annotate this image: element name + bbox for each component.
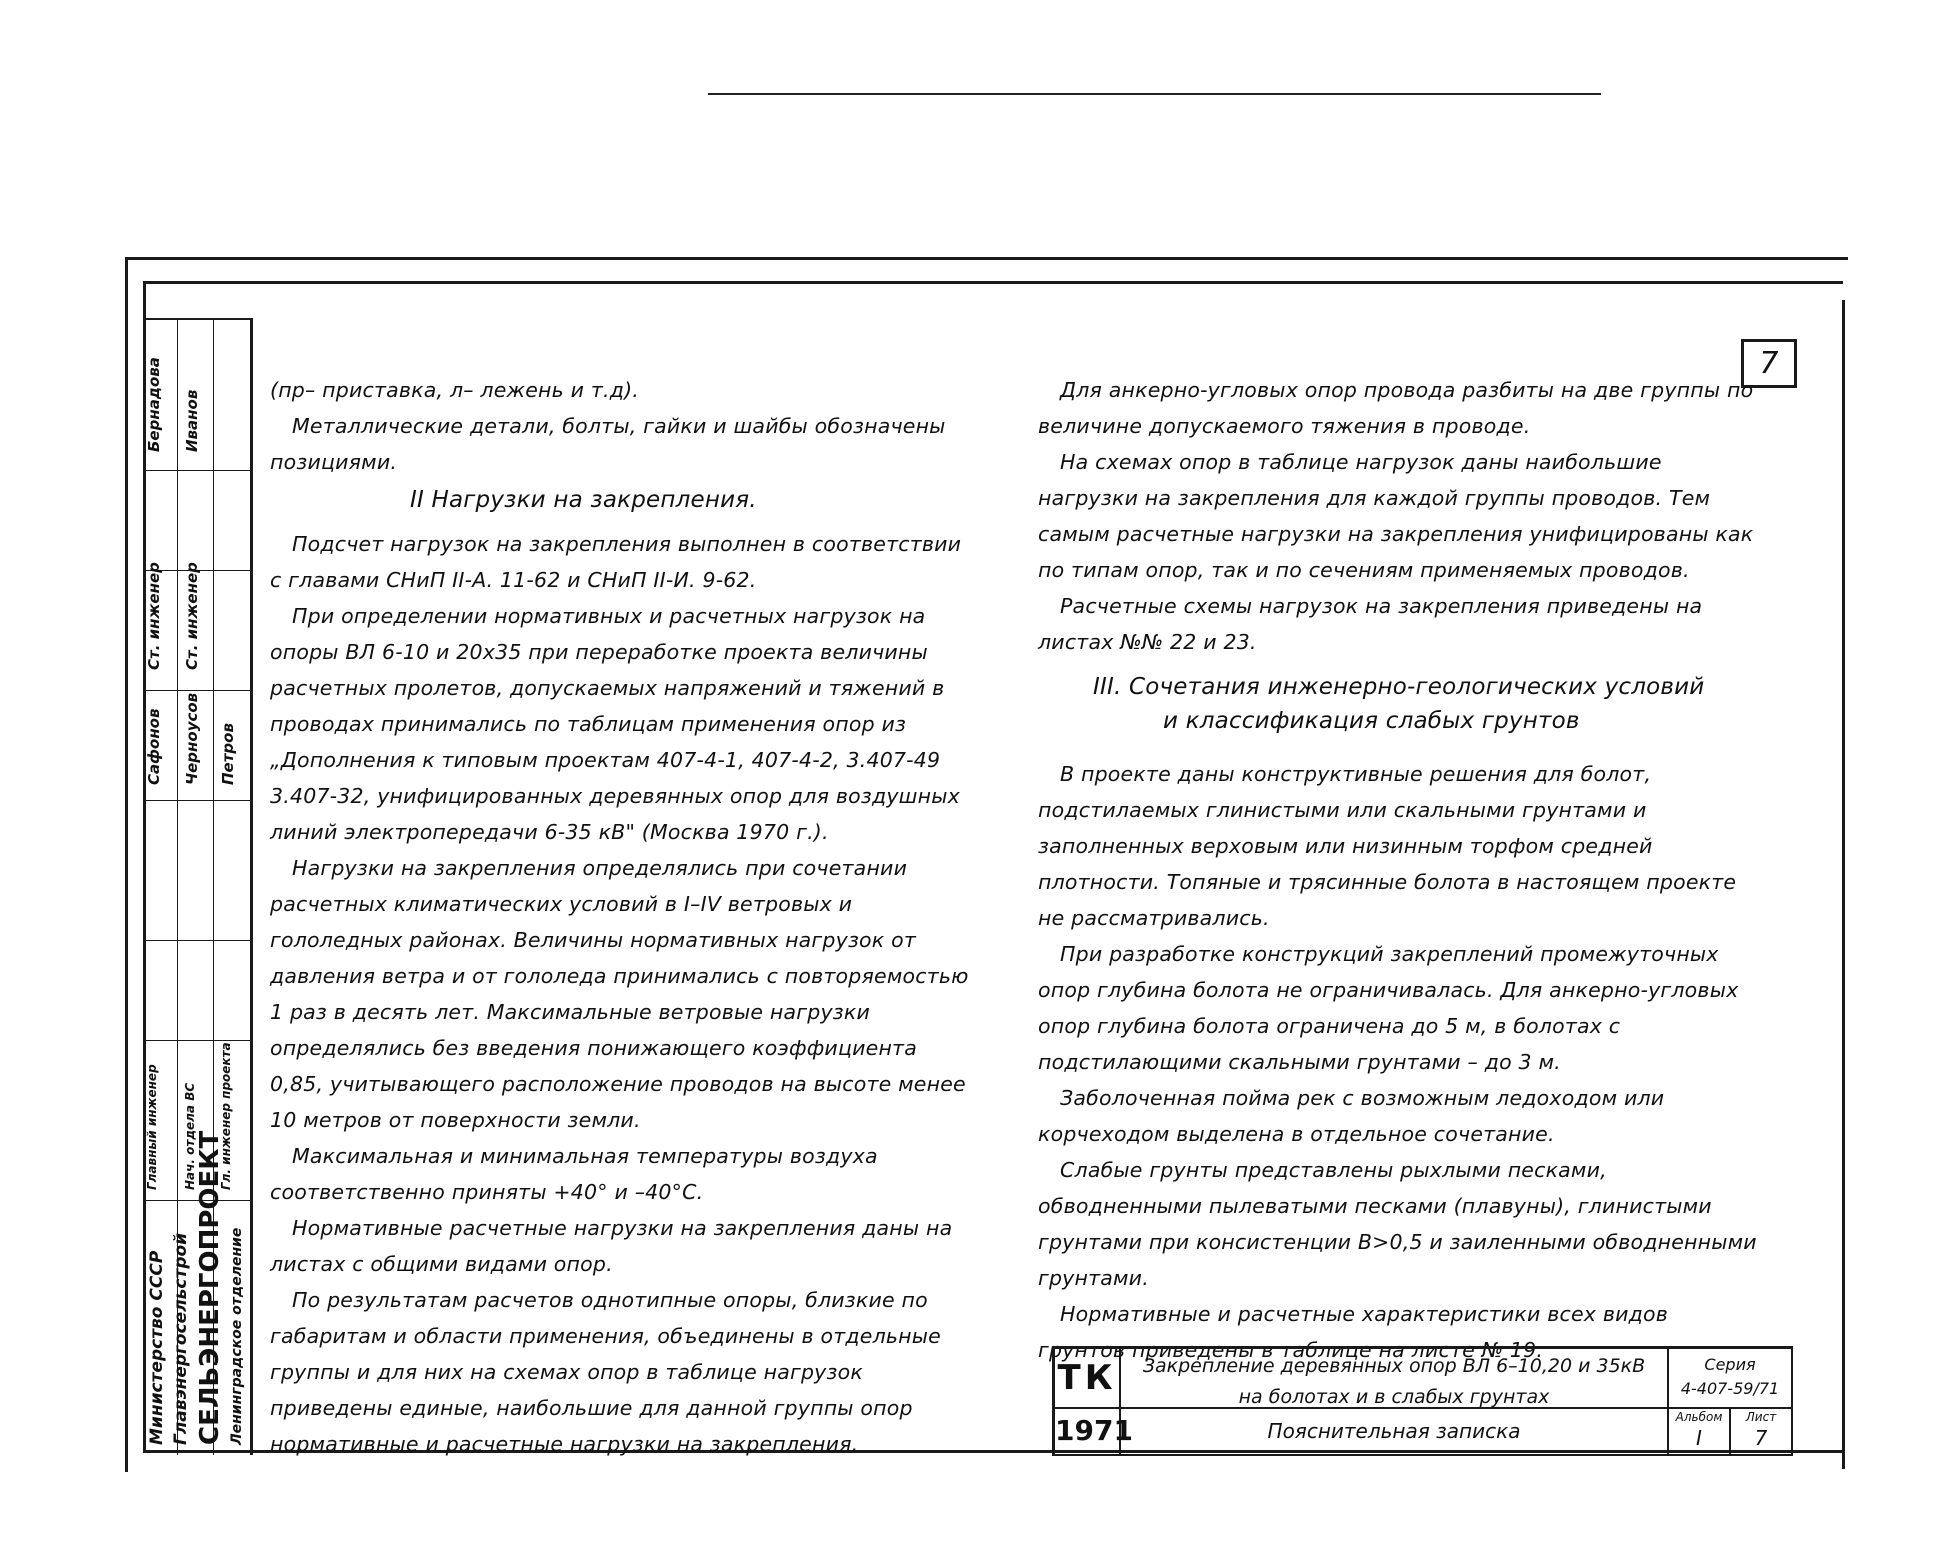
paragraph: Расчетные схемы нагрузок на закрепления приведены на листах №№ 22 и 23. (1038, 594, 1703, 654)
stamp-role: Ст. инженер (145, 562, 163, 670)
doc-mark: ТК (1057, 1358, 1117, 1398)
paragraph: Заболоченная пойма рек с возможным ледоходом или корчеходом выделена в отдельное сочетание. (1038, 1086, 1665, 1146)
section-heading (1093, 670, 1758, 738)
paragraph: Металлические детали, болты, гайки и шайбы обозначены позициями. (270, 414, 946, 474)
stamp-name: Иванов (183, 389, 201, 452)
stamp-divider (143, 690, 250, 691)
section-heading-line: и классификация слабых грунтов (1163, 708, 1580, 734)
stamp-divider (143, 940, 250, 941)
sheet-frame-right (1842, 300, 1845, 1469)
stamp-role: Ст. инженер (183, 562, 201, 670)
doc-title-line: Закрепление деревянных опор ВЛ 6–10,20 и 35кВ (1142, 1355, 1646, 1377)
left-text-column (270, 372, 970, 1462)
stamp-org: Ленинградское отделение (229, 1227, 245, 1445)
title-block-series-cell (1669, 1349, 1793, 1409)
title-block (1052, 1346, 1793, 1456)
title-block-title-cell (1121, 1349, 1669, 1409)
title-block-album-cell (1669, 1409, 1731, 1456)
paragraph: Нормативные расчетные нагрузки на закрепления даны на листах с общими видами опор. (270, 1216, 953, 1276)
doc-name: Пояснительная записка (1267, 1419, 1521, 1443)
section-heading-line: III. Сочетания инженерно-геологических условий (1093, 674, 1705, 700)
paragraph: Нагрузки на закрепления определялись при сочетании расчетных климатических условий в I–IV ветровых и гололедных районах. Величины нормативных нагрузок от давления ветра и от гололеда принимались с повторяемостью 1 раз в десять лет. Максимальные ветровые нагрузки определялись без введения понижающего коэффициента 0,85, учитывающего расположение проводов на высоте менее 10 метров от поверхности земли. (270, 856, 969, 1132)
sheet-label: Лист (1745, 1410, 1777, 1424)
album-value: I (1696, 1426, 1702, 1450)
doc-title-line: на болотах и в слабых грунтах (1238, 1386, 1550, 1408)
paragraph: При определении нормативных и расчетных нагрузок на опоры ВЛ 6-10 и 20х35 при переработке проекта величины расчетных пролетов, допускаемых напряжений и тяжений в проводах принимались по таблицам применения опор из „Дополнения к типовым проектам 407-4-1, 407-4-2, 3.407-49 3.407-32, унифицированных деревянных опор для воздушных линий электропередачи 6-35 кВ" (Москва 1970 г.). (270, 604, 960, 844)
side-stamp (143, 318, 253, 1455)
title-block-year-cell (1055, 1409, 1133, 1456)
stamp-divider (143, 1040, 250, 1041)
paragraph: Для анкерно-угловых опор провода разбиты на две группы по величине допускаемого тяжения в проводе. (1038, 378, 1754, 438)
paragraph: (пр– приставка, л– лежень и т.д). (270, 378, 640, 402)
album-label: Альбом (1675, 1410, 1723, 1424)
sheet-frame-inner-top (143, 281, 1843, 284)
series-label: Серия (1704, 1355, 1756, 1374)
stamp-name: Бернадова (145, 357, 163, 452)
stamp-name: Сафонов (145, 708, 163, 785)
stamp-divider (143, 800, 250, 801)
paragraph: По результатам расчетов однотипные опоры, близкие по габаритам и области применения, объединены в отдельные группы и для них на схемах опор в таблице нагрузок приведены единые, наибольшие для данной группы опор нормативные и расчетные нагрузки на закрепления. (270, 1288, 941, 1456)
stamp-name: Петров (219, 723, 237, 785)
title-block-docname-cell (1121, 1409, 1669, 1456)
paragraph: При разработке конструкций закреплений промежуточных опор глубина болота не ограничивалась. Для анкерно-угловых опор глубина болота ограничена до 5 м, в болотах с подстилающими скальными грунтами – до 3 м. (1038, 942, 1739, 1074)
paragraph: На схемах опор в таблице нагрузок даны наибольшие нагрузки на закрепления для каждой группы проводов. Тем самым расчетные нагрузки на закрепления унифицированы как по типам опор, так и по сечениям применяемых проводов. (1038, 450, 1754, 582)
right-text-column (1038, 372, 1758, 1368)
stamp-role: Нач. отдела ВС (183, 1082, 197, 1190)
stamp-name: Черноусов (183, 692, 201, 785)
stamp-org: Главэнергосельстрой (171, 1232, 191, 1445)
sheet-value: 7 (1754, 1426, 1768, 1450)
doc-year: 1971 (1055, 1414, 1133, 1447)
stamp-role: Гл. инженер проекта (219, 1042, 233, 1190)
paragraph: В проекте даны конструктивные решения для болот, подстилаемых глинистыми или скальными грунтами и заполненных верховым или низинным торфом средней плотности. Топяные и трясинные болота в настоящем проекте не рассматривались. (1038, 762, 1737, 930)
section-heading: II Нагрузки на закрепления. (410, 487, 757, 513)
stamp-org: Министерство СССР (147, 1250, 167, 1445)
stamp-org-name: СЕЛЬЭНЕРГОПРОЕКТ (195, 1130, 225, 1445)
stamp-role: Главный инженер (145, 1064, 159, 1190)
paragraph: Нормативные и расчетные характеристики всех видов грунтов приведены в таблице на листе № 19. (1038, 1302, 1669, 1362)
paragraph: Максимальная и минимальная температуры воздуха соответственно приняты +40° и –40°С. (270, 1144, 878, 1204)
series-value: 4-407-59/71 (1680, 1379, 1780, 1398)
stamp-divider (143, 470, 250, 471)
title-block-sheet-cell (1731, 1409, 1793, 1456)
page-number: 7 (1741, 339, 1797, 388)
title-block-mark-cell (1055, 1349, 1121, 1409)
top-rule (708, 93, 1601, 95)
paragraph: Подсчет нагрузок на закрепления выполнен в соответствии с главами СНиП II-А. 11-62 и СНиП II-И. 9-62. (270, 532, 962, 592)
paragraph: Слабые грунты представлены рыхлыми песками, обводненными пылеватыми песками (плавуны), глинистыми грунтами при консистенции В>0,5 и заиленными обводненными грунтами. (1038, 1158, 1757, 1290)
